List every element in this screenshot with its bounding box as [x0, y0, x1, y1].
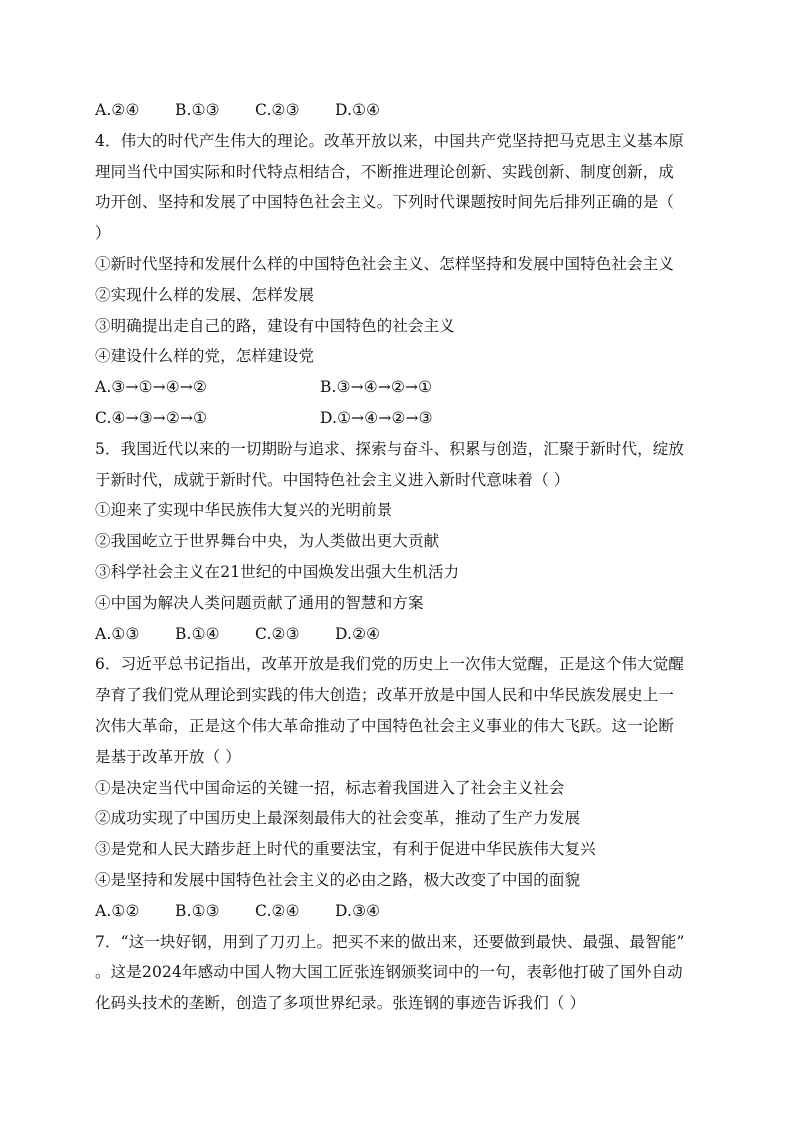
q5-item-1: ①迎来了实现中华民族伟大复兴的光明前景 [95, 501, 393, 520]
q3-option-c: C.②③ [255, 101, 300, 119]
q5-option-c: C.②③ [255, 624, 300, 643]
q4-option-d: D.①→④→②→③ [320, 408, 433, 427]
q5-stem-line-1: 5．我国近代以来的一切期盼与追求、探索与奋斗、积累与创造，汇聚于新时代，绽放 [95, 439, 685, 458]
q6-item-1: ①是决定当代中国命运的关键一招，标志着我国进入了社会主义社会 [95, 778, 565, 797]
question-6 [95, 649, 705, 926]
q6-option-a: A.①② [95, 901, 140, 920]
q6-stem-line-2: 孕育了我们党从理论到实践的伟大创造；改革开放是中国人民和中华民族发展史上一 [95, 686, 675, 705]
q3-option-b: B.①③ [175, 101, 220, 119]
q4-stem-line-2: 理同当代中国实际和时代特点相结合，不断推进理论创新、实践创新、制度创新，成 [95, 162, 675, 181]
q6-stem-line-3: 次伟大革命，正是这个伟大革命推动了中国特色社会主义事业的伟大飞跃。这一论断 [95, 716, 675, 735]
q5-item-3: ③科学社会主义在21世纪的中国焕发出强大生机活力 [95, 562, 460, 581]
q3-option-d: D.①④ [335, 101, 381, 119]
q4-option-b: B.③→④→②→① [320, 378, 433, 397]
q6-item-4: ④是坚持和发展中国特色社会主义的必由之路，极大改变了中国的面貌 [95, 870, 581, 889]
q6-item-3: ③是党和人民大踏步赶上时代的重要法宝，有利于促进中华民族伟大复兴 [95, 840, 596, 859]
q4-stem-line-1: 4．伟大的时代产生伟大的理论。改革开放以来，中国共产党坚持把马克思主义基本原 [95, 131, 685, 150]
q6-option-b: B.①③ [175, 901, 220, 920]
q4-stem-line-3: 功开创、坚持和发展了中国特色社会主义。下列时代课题按时间先后排列正确的是（ [95, 193, 675, 212]
q6-stem-line-4: 是基于改革开放（ ） [95, 747, 241, 766]
q5-stem-line-2: 于新时代，成就于新时代。中国特色社会主义进入新时代意味着（ ） [95, 470, 570, 489]
q6-option-c: C.②④ [255, 901, 300, 920]
question-7 [95, 927, 705, 1019]
question-4 [95, 126, 705, 434]
q5-item-4: ④中国为解决人类问题贡献了通用的智慧和方案 [95, 593, 424, 612]
question-5 [95, 434, 705, 650]
q4-options-row-1 [95, 372, 705, 403]
q3-option-a: A.②④ [95, 101, 140, 119]
q4-stem-line-4: ） [95, 224, 111, 243]
q4-item-2: ②实现什么样的发展、怎样发展 [95, 285, 315, 304]
q5-option-d: D.②④ [335, 624, 381, 643]
q4-options-row-2 [95, 403, 705, 434]
q6-options [95, 896, 705, 927]
q3-options [95, 95, 705, 126]
q4-item-1: ①新时代坚持和发展什么样的中国特色社会主义、怎样坚持和发展中国特色社会主义 [95, 254, 675, 273]
exam-page [95, 95, 705, 1019]
q6-item-2: ②成功实现了中国历史上最深刻最伟大的社会变革，推动了生产力发展 [95, 809, 581, 828]
q5-option-b: B.①④ [175, 624, 220, 643]
q7-stem-line-3: 化码头技术的垄断，创造了多项世界纪录。张连钢的事迹告诉我们（ ） [95, 994, 586, 1013]
q5-option-a: A.①③ [95, 624, 140, 643]
q4-item-3: ③明确提出走自己的路，建设有中国特色的社会主义 [95, 316, 455, 335]
q4-option-a: A.③→①→④→② [95, 378, 208, 397]
q5-item-2: ②我国屹立于世界舞台中央，为人类做出更大贡献 [95, 532, 440, 551]
q6-stem-line-1: 6．习近平总书记指出，改革开放是我们党的历史上一次伟大觉醒，正是这个伟大觉醒 [95, 655, 685, 674]
q4-option-c: C.④→③→②→① [95, 408, 208, 427]
q6-option-d: D.③④ [335, 901, 381, 920]
q7-stem-line-2: 。这是2024年感动中国人物大国工匠张连钢颁奖词中的一句，表彰他打破了国外自动 [95, 963, 683, 982]
q4-item-4: ④建设什么样的党，怎样建设党 [95, 347, 315, 366]
q5-options [95, 619, 705, 650]
q7-stem-line-1: 7．“这一块好钢，用到了刀刃上。把买不来的做出来，还要做到最快、最强、最智能” [95, 932, 685, 951]
